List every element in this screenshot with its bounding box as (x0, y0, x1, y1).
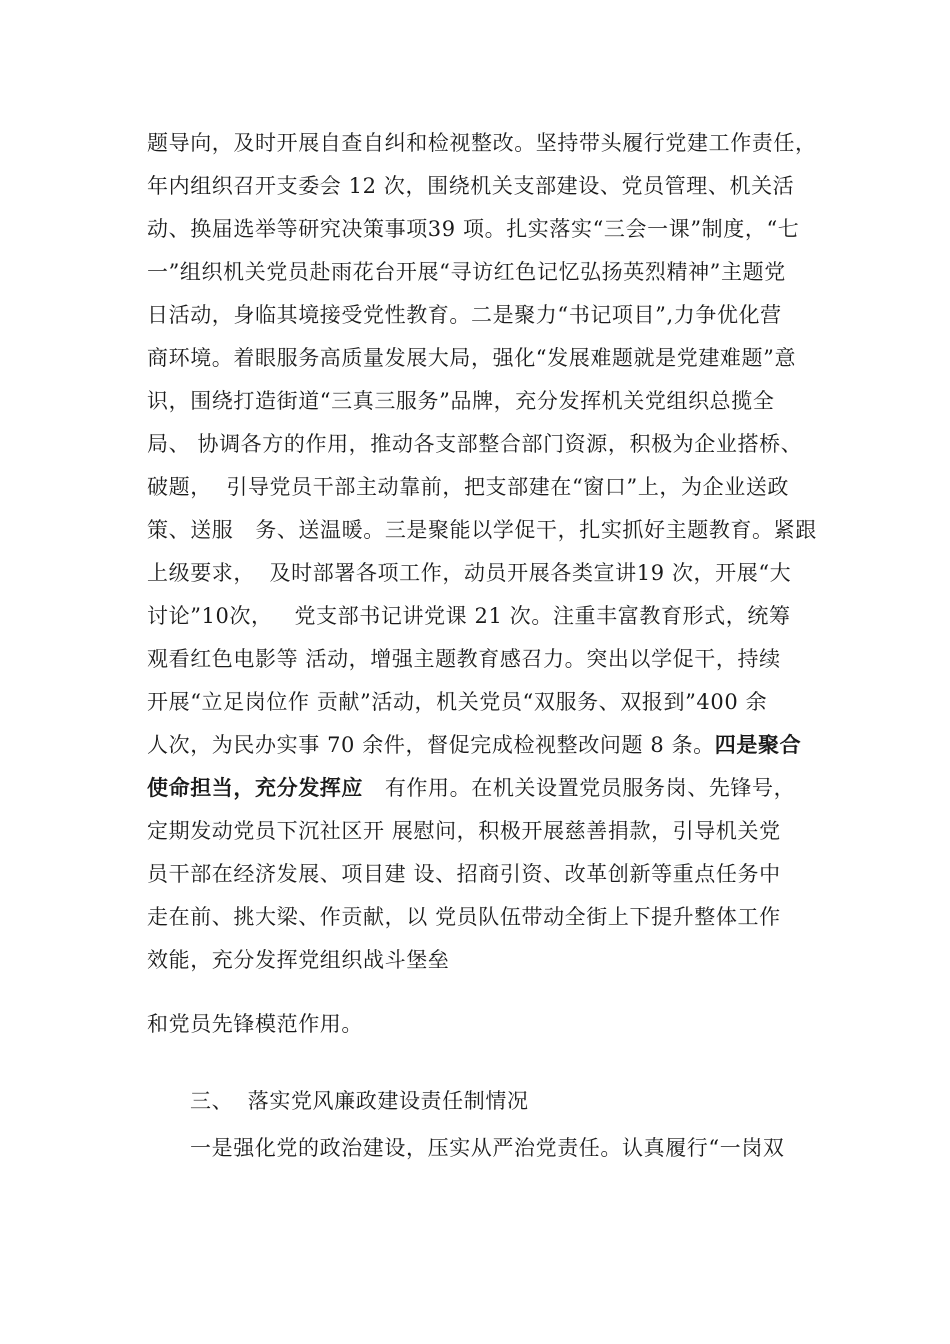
paragraph-line: 动、换届选举等研究决策事项39 项。扎实落实“三会一课”制度，“七 (147, 217, 800, 241)
paragraph-line-mixed (147, 773, 827, 803)
paragraph-line: 局、 协调各方的作用，推动各支部整合部门资源，积极为企业搭桥、 (147, 432, 803, 456)
paragraph-text: 有作用。在机关设置党员服务岗、先锋号， (363, 776, 796, 800)
paragraph-closing-line: 和党员先锋模范作用。 (147, 1012, 363, 1036)
emphasis-text: 四是聚合 (714, 733, 802, 757)
paragraph-text: 人次，为民办实事 70 余件，督促完成检视整改问题 8 条。 (147, 733, 715, 757)
paragraph-line: 走在前、挑大梁、作贡献，以 党员队伍带动全街上下提升整体工作 (147, 905, 781, 929)
paragraph-line: 识，围绕打造街道“三真三服务”品牌，充分发挥机关党组织总揽全 (147, 389, 775, 413)
section-heading: 三、 落实党风廉政建设责任制情况 (190, 1089, 529, 1113)
paragraph-line: 效能，充分发挥党组织战斗堡垒 (147, 948, 450, 972)
paragraph-line: 开展“立足岗位作 贡献”活动，机关党员“双服务、双报到”400 余 (147, 690, 768, 714)
paragraph-line: 讨论”10次， 党支部书记讲党课 21 次。注重丰富教育形式，统筹 (147, 604, 791, 628)
paragraph-line: 题导向，及时开展自查自纠和检视整改。坚持带头履行党建工作责任， (147, 131, 817, 155)
paragraph-line: 年内组织召开支委会 12 次，围绕机关支部建设、党员管理、机关活 (147, 174, 795, 198)
paragraph-line: 商环境。着眼服务高质量发展大局，强化“发展难题就是党建难题”意 (147, 346, 797, 370)
paragraph-line: 策、送服 务、送温暖。三是聚能以学促干，扎实抓好主题教育。紧跟 (147, 518, 817, 542)
paragraph-line: 上级要求， 及时部署各项工作，动员开展各类宣讲19 次，开展“大 (147, 561, 792, 585)
paragraph-line: 员干部在经济发展、项目建 设、招商引资、改革创新等重点任务中 (147, 862, 781, 886)
paragraph-line-mixed (147, 730, 827, 760)
paragraph-line: 日活动，身临其境接受党性教育。二是聚力“书记项目”,力争优化营 (147, 303, 782, 327)
paragraph-line: 破题， 引导党员干部主动靠前，把支部建在“窗口”上，为企业送政 (147, 475, 790, 499)
emphasis-text: 使命担当，充分发挥应 (147, 776, 363, 800)
paragraph-line: 定期发动党员下沉社区开 展慰问，积极开展慈善捐款，引导机关党 (147, 819, 781, 843)
section-first-line: 一是强化党的政治建设，压实从严治党责任。认真履行“一岗双 (190, 1136, 785, 1160)
paragraph-line: 一”组织机关党员赴雨花台开展“寻访红色记忆弘扬英烈精神”主题党 (147, 260, 786, 284)
paragraph-line: 观看红色电影等 活动，增强主题教育感召力。突出以学促干，持续 (147, 647, 781, 671)
